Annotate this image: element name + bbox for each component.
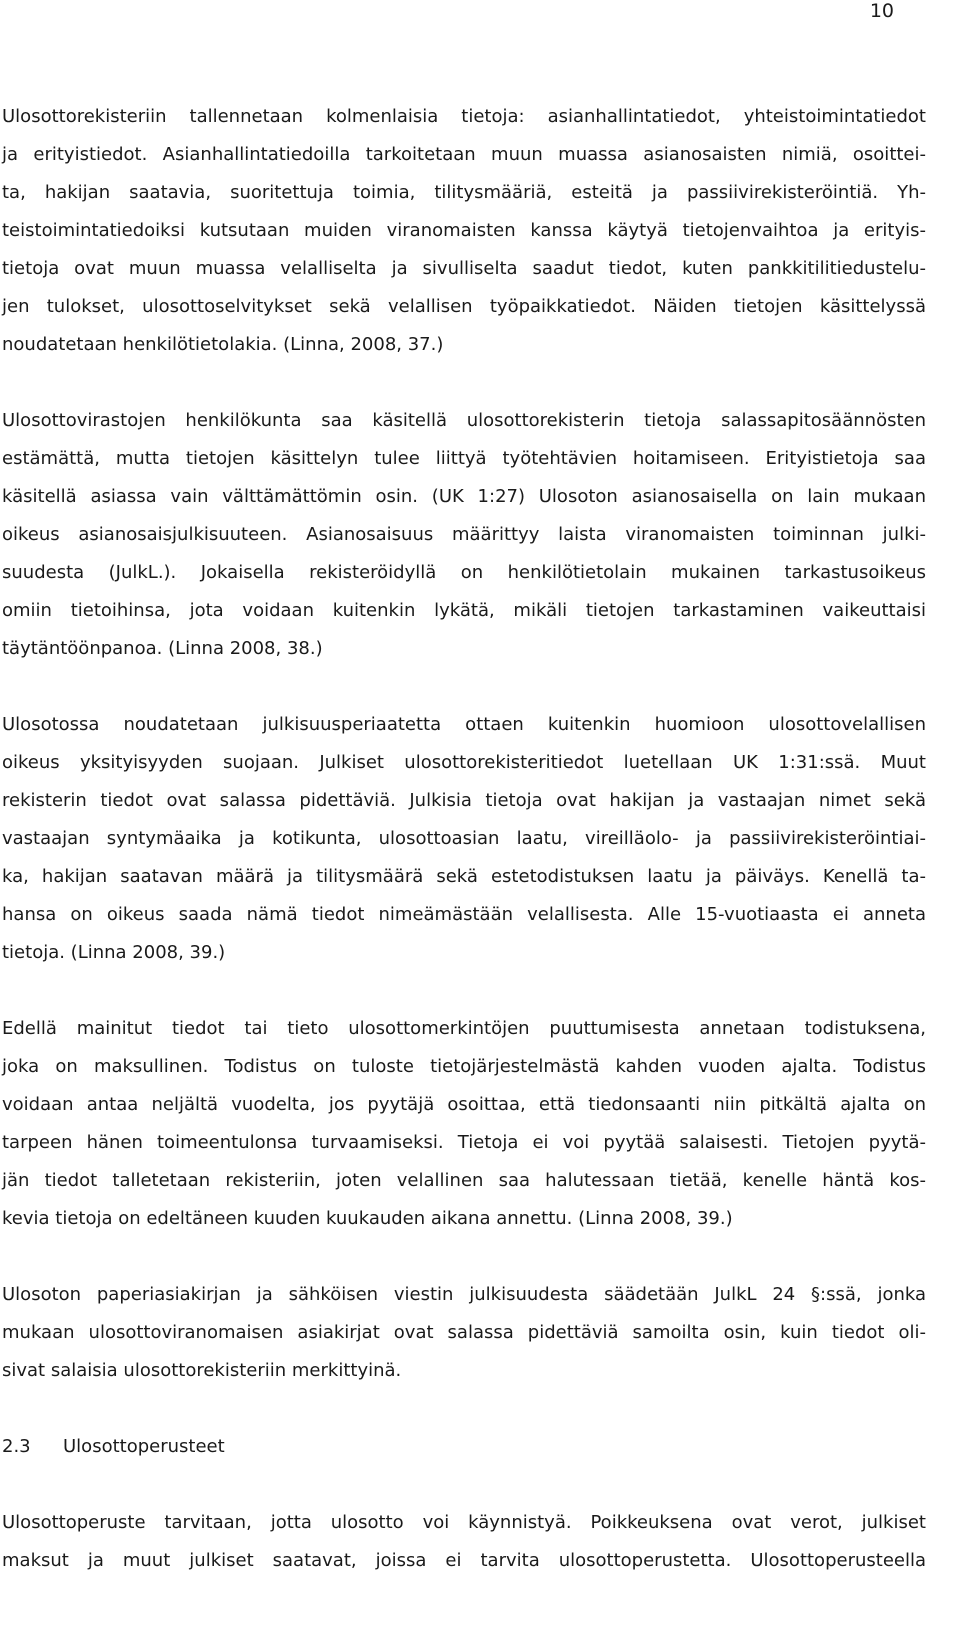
text-line: tietoja ovat muun muassa velalliselta ja sivulliselta saadut tiedot, kuten pankkitilitiedustelu- [2, 258, 926, 279]
text-line: Ulosottoperuste tarvitaan, jotta ulosotto voi käynnistyä. Poikkeuksena ovat verot, julkiset [2, 1512, 926, 1533]
paragraph-2 [2, 402, 926, 668]
paragraph-gap [2, 1238, 926, 1276]
paragraph-1 [2, 98, 926, 364]
text-line: kevia tietoja on edeltäneen kuuden kuukauden aikana annettu. (Linna 2008, 39.) [2, 1208, 733, 1229]
text-line: Ulosoton paperiasiakirjan ja sähköisen viestin julkisuudesta säädetään JulkL 24 §:ssä, jonka [2, 1284, 926, 1305]
text-line: noudatetaan henkilötietolakia. (Linna, 2008, 37.) [2, 334, 444, 355]
text-line: teistoimintatiedoiksi kutsutaan muiden viranomaisten kanssa käytyä tietojenvaihtoa ja erityis- [2, 220, 926, 241]
text-line: oikeus yksityisyyden suojaan. Julkiset ulosottorekisteritiedot luetellaan UK 1:31:ssä. Muut [2, 752, 926, 773]
text-line: hansa on oikeus saada nämä tiedot nimeämästään velallisesta. Alle 15-vuotiaasta ei anneta [2, 904, 926, 925]
paragraph-3 [2, 706, 926, 972]
text-line: Ulosottovirastojen henkilökunta saa käsitellä ulosottorekisterin tietoja salassapitosäännösten [2, 410, 926, 431]
paragraph-5 [2, 1276, 926, 1390]
text-line: vastaajan syntymäaika ja kotikunta, ulosottoasian laatu, vireilläolo- ja passiivirekisteröintiai- [2, 828, 926, 849]
text-line: tietoja. (Linna 2008, 39.) [2, 942, 226, 963]
document-body [2, 98, 926, 1580]
text-line: mukaan ulosottoviranomaisen asiakirjat ovat salassa pidettäviä samoilta osin, kuin tiedot oli- [2, 1322, 926, 1343]
text-line: ka, hakijan saatavan määrä ja tilitysmäärä sekä estetodistuksen laatu ja päiväys. Kenellä ta- [2, 866, 926, 887]
paragraph-gap [2, 668, 926, 706]
text-line: käsitellä asiassa vain välttämättömin osin. (UK 1:27) Ulosoton asianosaisella on lain mukaan [2, 486, 926, 507]
section-heading [2, 1428, 926, 1466]
paragraph-gap [2, 1466, 926, 1504]
paragraph-4 [2, 1010, 926, 1238]
text-line: voidaan antaa neljältä vuodelta, jos pyytäjä osoittaa, että tiedonsaanti niin pitkältä ajalta on [2, 1094, 926, 1115]
text-line: ja erityistiedot. Asianhallintatiedoilla tarkoitetaan muun muassa asianosaisten nimiä, osoittei- [2, 144, 926, 165]
section-title: Ulosottoperusteet [63, 1436, 225, 1457]
text-line: maksut ja muut julkiset saatavat, joissa ei tarvita ulosottoperustetta. Ulosottoperusteella [2, 1550, 926, 1571]
paragraph-gap [2, 1390, 926, 1428]
text-line: täytäntöönpanoa. (Linna 2008, 38.) [2, 638, 323, 659]
text-line: estämättä, mutta tietojen käsittelyn tulee liittyä työtehtävien hoitamiseen. Erityistietoja saa [2, 448, 926, 469]
text-line: jen tulokset, ulosottoselvitykset sekä velallisen työpaikkatiedot. Näiden tietojen käsittelyssä [2, 296, 926, 317]
text-line: suudesta (JulkL.). Jokaisella rekisteröidyllä on henkilötietolain mukainen tarkastusoikeus [2, 562, 926, 583]
text-line: Ulosotossa noudatetaan julkisuusperiaatetta ottaen kuitenkin huomioon ulosottovelallisen [2, 714, 926, 735]
text-line: Edellä mainitut tiedot tai tieto ulosottomerkintöjen puuttumisesta annetaan todistuksena, [2, 1018, 926, 1039]
paragraph-gap [2, 972, 926, 1010]
text-line: oikeus asianosaisjulkisuuteen. Asianosaisuus määrittyy laista viranomaisten toiminnan julki- [2, 524, 926, 545]
text-line: joka on maksullinen. Todistus on tuloste tietojärjestelmästä kahden vuoden ajalta. Todistus [2, 1056, 926, 1077]
text-line: tarpeen hänen toimeentulonsa turvaamiseksi. Tietoja ei voi pyytää salaisesti. Tietojen pyytä- [2, 1132, 926, 1153]
text-line: rekisterin tiedot ovat salassa pidettäviä. Julkisia tietoja ovat hakijan ja vastaajan nimet sekä [2, 790, 926, 811]
section-number: 2.3 [2, 1436, 31, 1457]
paragraph-6 [2, 1504, 926, 1580]
text-line: jän tiedot talletetaan rekisteriin, joten velallinen saa halutessaan tietää, kenelle häntä kos- [2, 1170, 926, 1191]
text-line: Ulosottorekisteriin tallennetaan kolmenlaisia tietoja: asianhallintatiedot, yhteistoimintatiedot [2, 106, 926, 127]
text-line: ta, hakijan saatavia, suoritettuja toimia, tilitysmääriä, esteitä ja passiivirekisteröintiä. Yh- [2, 182, 926, 203]
text-line: sivat salaisia ulosottorekisteriin merkittyinä. [2, 1360, 402, 1381]
text-line: omiin tietoihinsa, jota voidaan kuitenkin lykätä, mikäli tietojen tarkastaminen vaikeuttaisi [2, 600, 926, 621]
paragraph-gap [2, 364, 926, 402]
page-number: 10 [869, 0, 894, 22]
